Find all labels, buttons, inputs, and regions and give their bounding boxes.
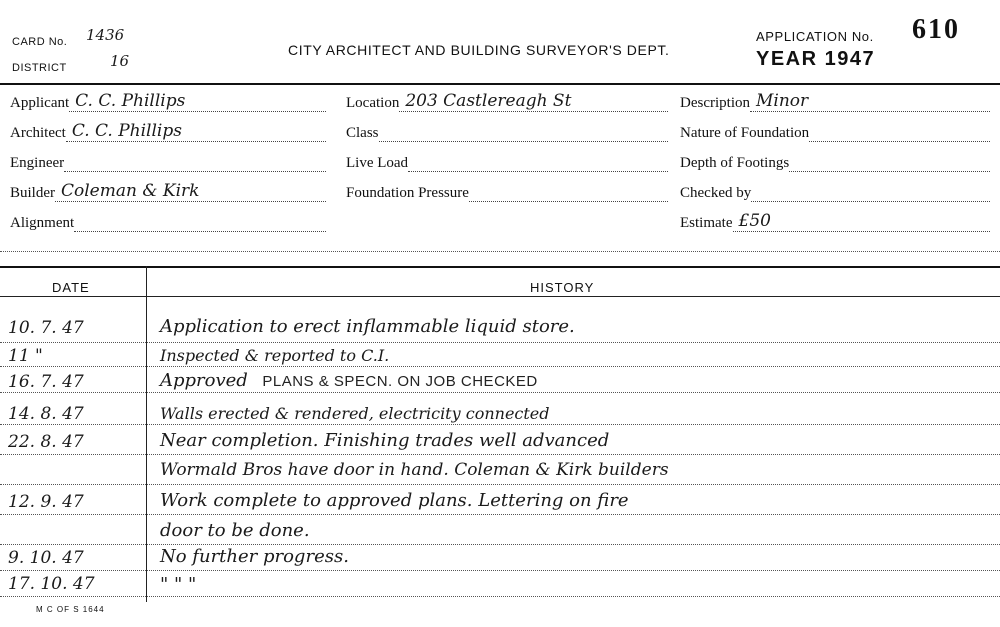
applicant-label: Applicant	[10, 95, 70, 111]
application-number-label: APPLICATION No.	[756, 29, 874, 44]
depth-of-footings-label: Depth of Footings	[680, 155, 790, 171]
row-rule	[0, 342, 1000, 343]
alignment-label: Alignment	[10, 215, 75, 231]
card-number-label: CARD No.	[12, 36, 68, 48]
history-entry: Approved	[160, 370, 248, 391]
estimate-label: Estimate	[680, 215, 733, 231]
architect-field	[10, 120, 326, 142]
row-rule	[0, 514, 1000, 515]
history-top-rule	[0, 266, 1000, 268]
checked-by-label: Checked by	[680, 185, 752, 201]
history-entry: " " "	[160, 574, 197, 595]
row-rule	[0, 544, 1000, 545]
history-date: 14. 8. 47	[8, 404, 84, 424]
history-entry: Inspected & reported to C.I.	[160, 346, 390, 365]
row-rule	[0, 570, 1000, 571]
history-entry-row	[160, 370, 538, 391]
history-header-rule	[0, 296, 1000, 297]
row-rule	[0, 392, 1000, 393]
applicant-field	[10, 90, 326, 112]
history-date: 17. 10. 47	[8, 574, 95, 594]
builder-value: Coleman & Kirk	[61, 181, 200, 201]
row-rule	[0, 596, 1000, 597]
history-date: 16. 7. 47	[8, 372, 84, 392]
history-date: 9. 10. 47	[8, 548, 84, 568]
architect-label: Architect	[10, 125, 66, 141]
date-column-header: DATE	[52, 280, 90, 295]
foundation-pressure-label: Foundation Pressure	[346, 185, 469, 201]
live-load-field	[346, 150, 668, 172]
description-label: Description	[680, 95, 750, 111]
architect-value: C. C. Phillips	[71, 121, 182, 141]
depth-of-footings-field	[680, 150, 990, 172]
row-rule	[0, 484, 1000, 485]
year-label: YEAR 1947	[756, 48, 876, 70]
row-rule	[0, 366, 1000, 367]
location-field	[346, 90, 668, 112]
history-date: 12. 9. 47	[8, 492, 84, 512]
history-entry: No further progress.	[160, 546, 349, 567]
form-code: M C OF S 1644	[36, 605, 105, 614]
description-field	[680, 90, 990, 112]
district-value: 16	[110, 52, 130, 70]
engineer-field	[10, 150, 326, 172]
row-rule	[0, 454, 1000, 455]
location-label: Location	[346, 95, 400, 111]
divider-dotted	[0, 251, 1000, 252]
card-number-value: 1436	[86, 26, 125, 44]
history-date: 11 "	[8, 346, 43, 366]
application-number-value: 610	[912, 14, 960, 45]
checked-by-field	[680, 180, 990, 202]
district-label: DISTRICT	[12, 62, 67, 74]
checked-stamp: PLANS & SPECN. ON JOB CHECKED	[262, 373, 538, 390]
history-entry: Application to erect inflammable liquid store.	[160, 316, 575, 337]
history-column-divider	[146, 266, 147, 602]
header-divider	[0, 83, 1000, 85]
department-title: CITY ARCHITECT AND BUILDING SURVEYOR'S DEPT.	[288, 42, 670, 58]
estimate-value: £50	[738, 211, 771, 231]
class-field	[346, 120, 668, 142]
history-column-header: HISTORY	[530, 280, 595, 295]
builder-field	[10, 180, 326, 202]
class-label: Class	[346, 125, 379, 141]
engineer-label: Engineer	[10, 155, 65, 171]
history-entry: Walls erected & rendered, electricity connected	[160, 404, 550, 423]
applicant-value: C. C. Phillips	[75, 91, 186, 111]
alignment-field	[10, 210, 326, 232]
live-load-label: Live Load	[346, 155, 409, 171]
history-date: 22. 8. 47	[8, 432, 84, 452]
foundation-pressure-field	[346, 180, 668, 202]
location-value: 203 Castlereagh St	[405, 91, 572, 111]
history-entry: door to be done.	[160, 520, 310, 541]
estimate-field	[680, 210, 990, 232]
builder-label: Builder	[10, 185, 55, 201]
history-entry: Wormald Bros have door in hand. Coleman & Kirk builders	[160, 460, 669, 480]
history-date: 10. 7. 47	[8, 318, 84, 338]
nature-of-foundation-label: Nature of Foundation	[680, 125, 810, 141]
description-value: Minor	[755, 91, 809, 111]
row-rule	[0, 424, 1000, 425]
history-entry: Work complete to approved plans. Lettering on fire	[160, 490, 629, 511]
nature-of-foundation-field	[680, 120, 990, 142]
history-entry: Near completion. Finishing trades well advanced	[160, 430, 610, 451]
